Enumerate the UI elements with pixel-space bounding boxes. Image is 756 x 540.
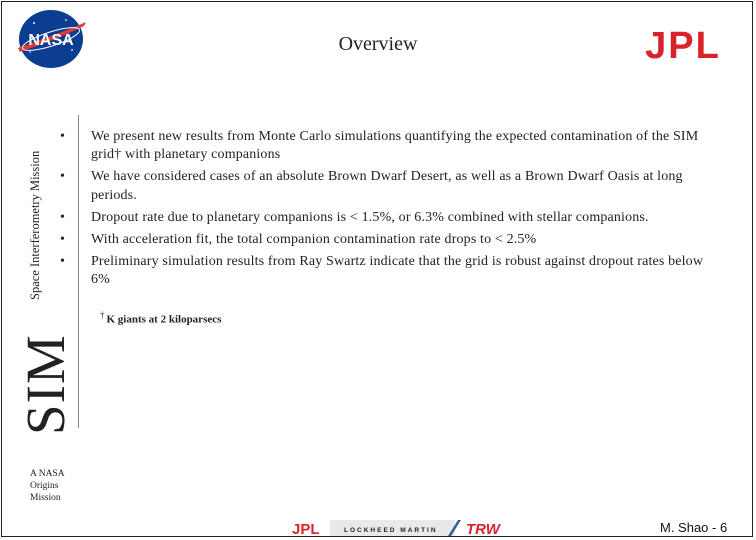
page-number: M. Shao - 6	[660, 520, 728, 535]
bullet-item	[60, 128, 720, 164]
footnote-text: K giants at 2 kiloparsecs	[106, 313, 222, 326]
bullet-item	[60, 253, 720, 289]
svg-text:NASA: NASA	[28, 32, 74, 49]
origins-line: A NASA	[30, 469, 65, 479]
bullet-icon: •	[60, 169, 66, 185]
footnote-mark: †	[100, 310, 105, 320]
origins-line: Origins	[30, 481, 59, 491]
footer-trw-logo: TRW	[466, 521, 500, 538]
bullet-item	[60, 231, 720, 249]
bullet-text: With acceleration fit, the total companion contamination rate drops to < 2.5%	[91, 232, 537, 248]
bullet-list	[60, 128, 720, 294]
bullet-text: Preliminary simulation results from Ray Swartz indicate that the grid is robust against dropout rates below 6%	[91, 254, 704, 288]
footer-jpl-logo: JPL	[292, 521, 320, 538]
bullet-item	[60, 168, 720, 204]
origins-line: Mission	[30, 493, 61, 503]
partner-logos	[290, 518, 515, 538]
bullet-icon: •	[60, 129, 66, 144]
footnote	[100, 310, 221, 326]
origins-mission-label	[30, 468, 65, 504]
bullet-icon: •	[60, 232, 66, 248]
bullet-text: Dropout rate due to planetary companions is < 1.5%, or 6.3% combined with stellar companions.	[91, 209, 649, 225]
page-title: Overview	[338, 33, 418, 55]
mission-acronym: SIM	[15, 334, 76, 435]
bullet-icon: •	[60, 209, 66, 225]
footer-lockheed-logo: LOCKHEED MARTIN	[344, 527, 438, 534]
bullet-item	[60, 209, 720, 227]
svg-text:JPL: JPL	[645, 26, 721, 62]
bullet-text: We have considered cases of an absolute Brown Dwarf Desert, as well as a Brown Dwarf Oasis at long periods.	[91, 169, 683, 203]
mission-subtitle: Space Interferometry Mission	[28, 150, 42, 300]
bullet-text: We present new results from Monte Carlo simulations quantifying the expected contamination of the SIM grid† with planetary companions	[91, 129, 699, 163]
jpl-logo	[624, 26, 742, 62]
bullet-icon: •	[60, 254, 66, 270]
